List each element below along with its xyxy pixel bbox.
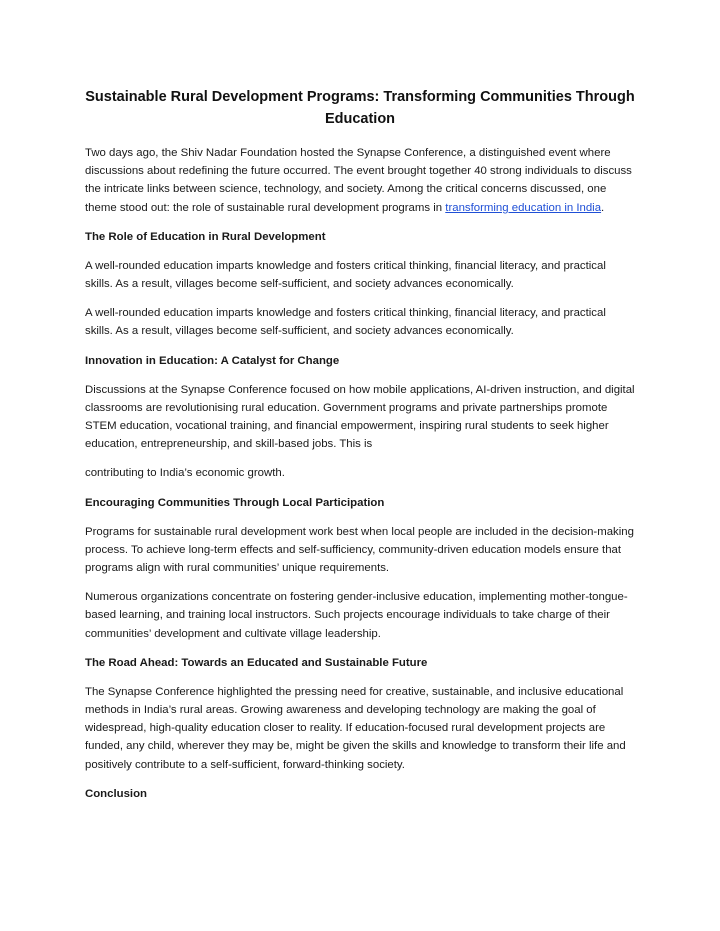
section-heading-innovation: Innovation in Education: A Catalyst for Change <box>85 354 340 367</box>
section2-paragraph-1: Discussions at the Synapse Conference focused on how mobile applications, AI-driven instruction, and digital classrooms are revolutionising rural education. Government programs and private partnerships promote STEM education, vocational training, and financial empowerment, inspiring rural students to seek higher education, entrepreneurship, and skill-based jobs. This is <box>85 383 635 451</box>
intro-paragraph <box>85 144 635 217</box>
section1-paragraph-2: A well-rounded education imparts knowledge and fosters critical thinking, financial literacy, and practical skills. As a result, villages become self-sufficient, and society advances economically. <box>85 307 606 338</box>
section-heading-local-participation: Encouraging Communities Through Local Participation <box>85 496 385 509</box>
section1-paragraph-1: A well-rounded education imparts knowledge and fosters critical thinking, financial literacy, and practical skills. As a result, villages become self-sufficient, and society advances economically. <box>85 259 606 291</box>
document-title: Sustainable Rural Development Programs: Transforming Communities Through Education <box>85 89 635 127</box>
transforming-education-link[interactable]: transforming education in India <box>445 201 602 214</box>
section3-paragraph-2: Numerous organizations concentrate on fostering gender-inclusive education, implementing mother-tongue-based learning, and training local instructors. Such projects encourage individuals to take charge of their communities’ development and cultivate village leadership. <box>85 591 628 640</box>
intro-after-link: . <box>601 201 605 214</box>
intro-text: Two days ago, the Shiv Nadar Foundation hosted the Synapse Conference, a distinguished event where discussions about redefining the future occurred. The event brought together 40 strong individuals to discuss the intricate links between science, technology, and society. Among the critical concerns discussed, one theme stood out: the role of sustainable rural development programs in <box>85 147 632 214</box>
document-body <box>85 86 635 814</box>
section-heading-role-of-education: The Role of Education in Rural Development <box>85 230 326 243</box>
section4-paragraph-1: The Synapse Conference highlighted the pressing need for creative, sustainable, and inclusive educational methods in India’s rural areas. Growing awareness and developing technology are making the goal of widespread, high-quality education closer to reality. If education-focused rural development projects are funded, any child, wherever they may be, might be given the skills and knowledge to transform their life and positively contribute to a self-sufficient, forward-thinking society. <box>85 685 626 771</box>
section-heading-road-ahead: The Road Ahead: Towards an Educated and Sustainable Future <box>85 656 428 669</box>
section-heading-conclusion: Conclusion <box>85 787 148 800</box>
section2-paragraph-2: contributing to India’s economic growth. <box>85 467 285 480</box>
section3-paragraph-1: Programs for sustainable rural development work best when local people are included in the decision-making process. To achieve long-term effects and self-sufficiency, community-driven education models ensure that programs align with rural communities’ unique requirements. <box>85 525 634 575</box>
